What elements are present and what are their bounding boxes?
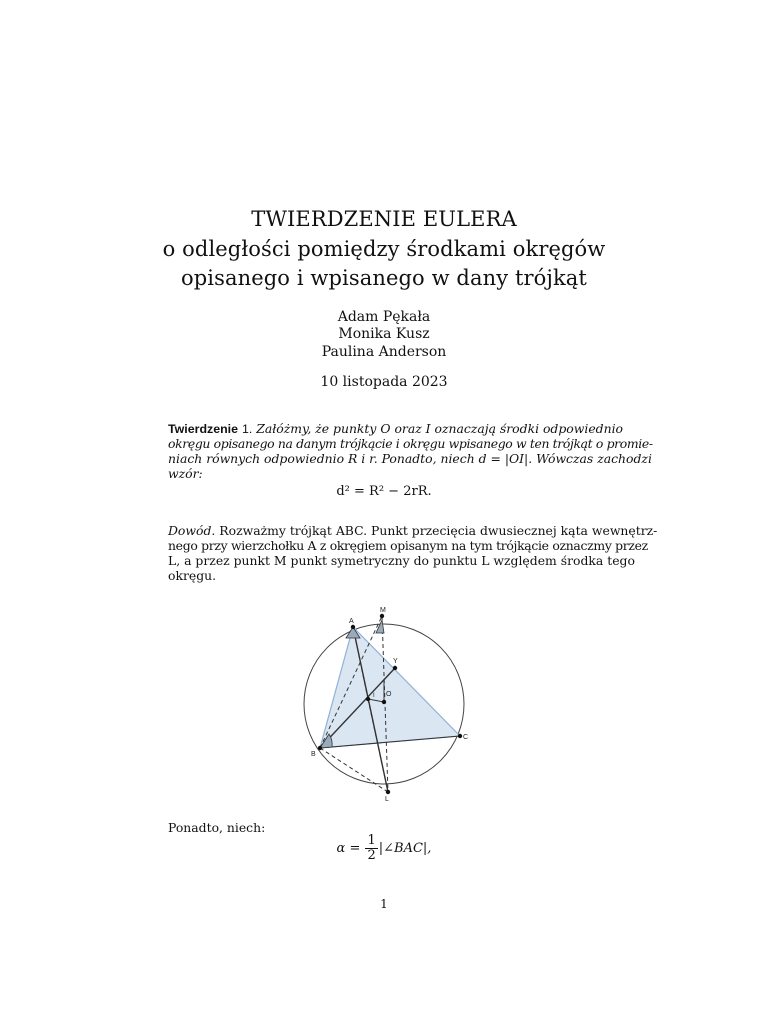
theorem-line-1: [168, 421, 623, 436]
theorem-line-3: niach równych odpowiednio R i r. Ponadto, niech d = |OI|. Wówczas zachodzi: [168, 451, 652, 466]
point-b: [318, 746, 322, 750]
theorem-line-2: okręgu opisanego na danym trójkącie i okręgu wpisanego w ten trójkąt o promie-: [168, 436, 653, 451]
alpha-rhs: |∠BAC|,: [378, 841, 432, 856]
point-o: [382, 700, 386, 704]
title-line-1: TWIERDZENIE EULERA: [251, 207, 517, 231]
label-i: I: [373, 693, 375, 699]
author-1: Adam Pękała: [337, 309, 431, 325]
author-3: Paulina Anderson: [321, 344, 447, 360]
theorem-label: Twierdzenie: [168, 422, 238, 436]
triangle-abc: [320, 627, 460, 748]
proof-line-1: [168, 523, 658, 538]
theorem-number: 1.: [241, 422, 253, 436]
point-l: [386, 790, 390, 794]
point-a: [351, 625, 355, 629]
fraction-denominator: 2: [367, 848, 376, 863]
euler-figure: [300, 600, 480, 805]
page-number: 1: [380, 897, 388, 911]
author-2: Monika Kusz: [338, 326, 430, 342]
after-text: Ponadto, niech:: [168, 820, 266, 835]
label-l: L: [385, 796, 389, 803]
label-y: Y: [393, 658, 398, 665]
theorem-text-1: Załóżmy, że punkty O oraz I oznaczają środki odpowiednio: [256, 421, 623, 436]
label-m: M: [380, 607, 386, 614]
point-m: [380, 614, 384, 618]
point-c: [458, 734, 462, 738]
fraction-half: [365, 834, 377, 863]
theorem-line-4: wzór:: [168, 466, 203, 481]
label-b: B: [311, 751, 316, 758]
proof-line-2: nego przy wierzchołku A z okręgiem opisanym na tym trójkącie oznaczmy przez: [168, 538, 648, 553]
label-o: O: [386, 691, 392, 698]
alpha-lhs: α =: [336, 841, 361, 856]
point-i: [366, 697, 370, 701]
proof-line-3: L, a przez punkt M punkt symetryczny do punktu L względem środka tego: [168, 553, 635, 568]
theorem: [168, 421, 653, 481]
label-a: A: [349, 618, 354, 625]
proof-label: Dowód.: [168, 523, 216, 538]
point-y: [393, 666, 397, 670]
proof-text-1: Rozważmy trójkąt ABC. Punkt przecięcia dwusiecznej kąta wewnętrz-: [219, 523, 658, 538]
theorem-formula: d² = R² − 2rR.: [336, 484, 432, 499]
title-line-2: o odległości pomiędzy środkami okręgów: [162, 237, 606, 261]
segment-bl: [320, 748, 388, 792]
proof: [168, 523, 658, 583]
fraction-numerator: 1: [367, 833, 376, 848]
alpha-formula: [0, 834, 768, 863]
proof-line-4: okręgu.: [168, 568, 217, 583]
title-line-3: opisanego i wpisanego w dany trójkąt: [181, 266, 587, 290]
date: 10 listopada 2023: [320, 374, 448, 390]
label-c: C: [463, 734, 469, 741]
